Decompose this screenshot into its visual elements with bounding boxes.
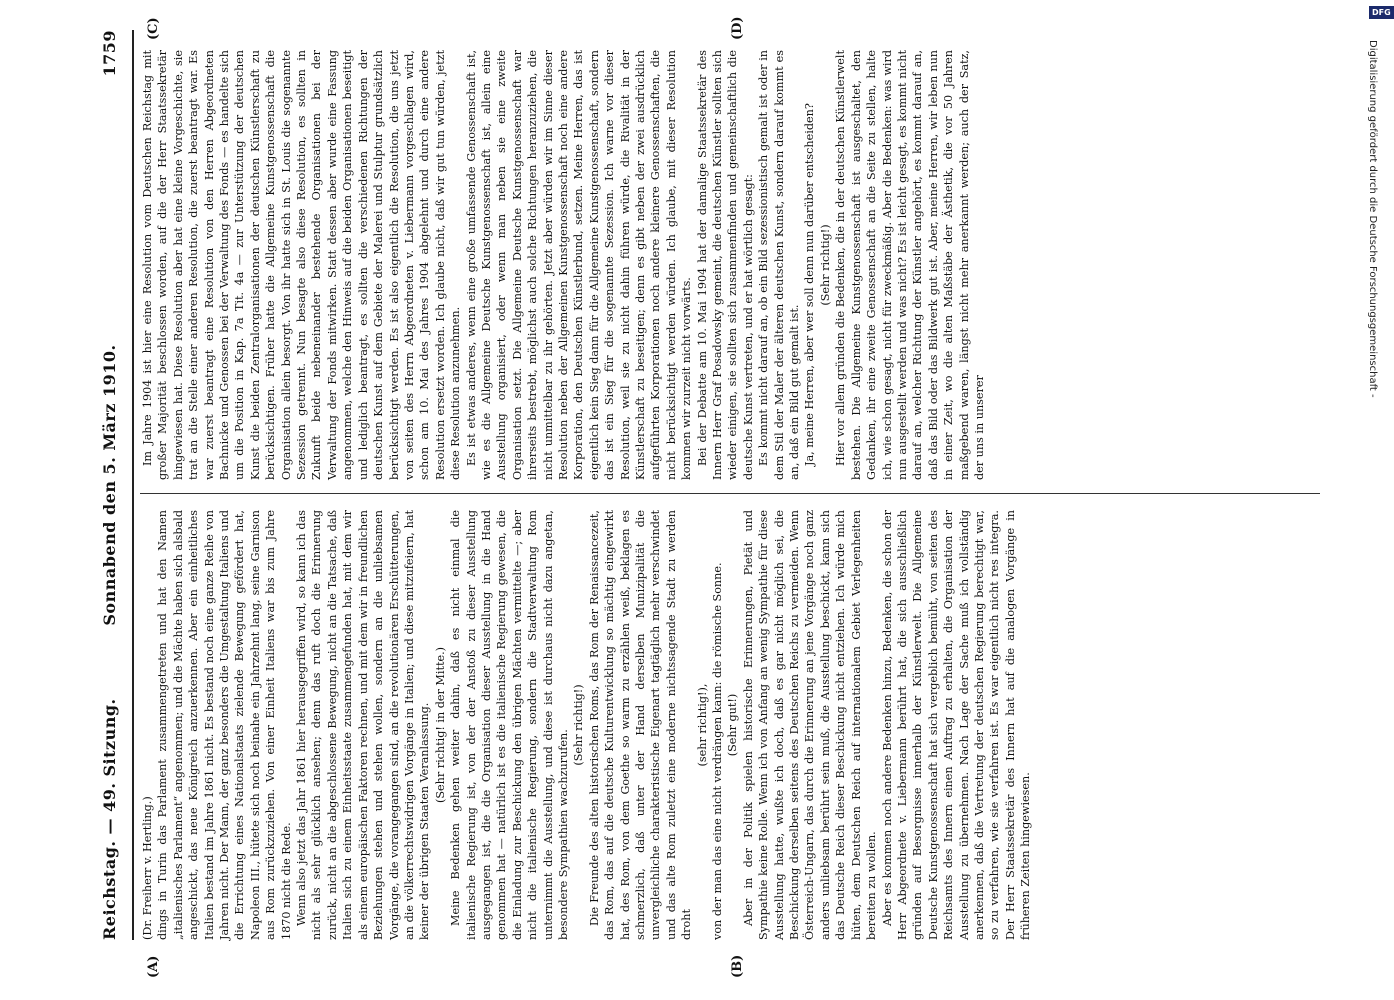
- margin-marker-a: (A): [146, 955, 161, 978]
- paragraph: (sehr richtig!),: [695, 683, 709, 767]
- paragraph: Die Freunde des alten historischen Roms, das Rom der Renaissancezeit, das Rom, das auf die deutsche Kulturentwicklung so mächtig eingewirkt hat, des Rom, von dem Goethe so warm zu erzählen weiß, beklagen es schmerzlich, daß unter der Hand derselben Munizipalität die unvergleichliche charakteristische Eigenart tagtäglich mehr verschwindet und das alte Rom zuletzt eine moderne nichtssagende Stadt zu werden droht: [587, 510, 694, 940]
- column-divider: [140, 493, 1320, 494]
- paragraph: Aber in der Politik spielen historische Erinnerungen, Pietät und Sympathie keine Rolle. Wenn ich von Anfang an wenig Sympathie für diese Ausstellung hatte, wußte ich doch, daß es gar nicht möglich sei, die Beschickung derselben seitens des Deutschen Reichs zu vermeiden. Wenn Österreich-Ungarn, das durch die Erinnerung an jene Vorgänge noch ganz anders unliebsam berührt sein muß, die Ausstellung beschickt, kann sich das Deutsche Reich dieser Beschickung nicht entziehen. Ich würde mich hüten, dem Deutschen Reich auf internationalem Gebiet Verlegenheiten bereiten zu wollen.: [741, 510, 879, 940]
- paragraph: Wenn also jetzt das Jahr 1861 hier herausgegriffen wird, so kann ich das nicht als sehr glücklich ansehen; denn das ruft doch die Erinnerung zurück, nicht an die abgeschlossene Bewegung, nicht an die Tatsache, daß Italien sich zu einem Einheitsstaate zusammengefunden hat, mit dem wir als einem europäischen Faktoren rechnen, und mit dem wir in freundlichen Beziehungen stehen und stehen wollen, sondern an die unliebsamen Vorgänge, die vorangegangen sind, an die revolutionären Erschütterungen, an die völkerrechtswidrigen Vorgänge in Italien; und diese mitzufeiern, hat keiner der übrigen Staaten Veranlassung.: [295, 510, 432, 940]
- paragraph: dings in Turin das Parlament zusammengetreten und hat den Namen „italienisches Parlament“ angenommen; und die Mächte haben sich alsbald angeschickt, das neue Königreich anzuerkennen. Aber ein einheitliches Italien bestand im Jahre 1861 nicht. Es bestand noch eine ganze Reihe von Jahren nicht. Der Mann, der ganz besonders die Umgestaltung Italiens und die Errichtung eines Nationalstaats zielende Bewegung gefördert hat, Napoleon III., hütete sich noch beinahe ein Jahrzehnt lang, seine Garnison aus Rom zurückzuziehen. Von einer Einheit Italiens war bis zum Jahre 1870 nicht die Rede.: [156, 510, 293, 940]
- header-date: Sonnabend den 5. März 1910.: [100, 344, 119, 626]
- paragraph: Es kommt nicht darauf an, ob ein Bild sezessionistisch gemalt ist oder in dem Stil der Maler der älteren deutschen Kunst, sondern darauf kommt es an, daß ein Bild gut gemalt ist.: [757, 50, 802, 480]
- header-rule: [132, 30, 134, 940]
- margin-marker-d: (D): [730, 16, 745, 40]
- paragraph: Es ist etwas anderes, wenn eine große umfassende Genossenschaft ist, wie es die Allgemeine Deutsche Kunstgenossenschaft ist, allein eine Ausstellung organisiert, oder wenn man neben sie eine zweite Organisation setzt. Die Allgemeine Deutsche Kunstgenossenschaft war ihrerseits bestrebt, möglichst auch solche Richtungen heranzuziehen, die nicht unmittelbar zu ihr gehörten. Jetzt aber würden wir im Sinne dieser Resolution neben der Allgemeinen Kunstgenossenschaft noch eine andere Korporation, den Deutschen Künstlerbund, setzen. Meine Herren, das ist eigentlich kein Sieg dann für die Allgemeine Kunstgenossenschaft, sondern das ist ein Sieg für die sogenannte Sezession. Ich warne vor dieser Resolution, weil sie zu nicht dahin führen würde, die Rivalität in der Künstlerschaft zu beseitigen; denn es gibt neben der zwei ausdrücklich aufgeführten Korporationen noch andere kleinere Genossenschaften, die nicht berücksichtigt werden würden. Ich glaube, mit dieser Resolution kommen wir zurzeit nicht vorwärts.: [464, 50, 694, 480]
- digitization-note: Digitalisierung gefördert durch die Deutsche Forschungsgemeinschaft -: [1367, 40, 1378, 398]
- paragraph: Bei der Debatte am 10. Mai 1904 hat der damalige Staatssekretär des Innern Herr Graf Posadowsky gemeint, die deutschen Künstler sollten sich wieder einigen, sie sollten sich zusammenfinden und gemeinschaftlich die deutsche Kunst vertreten, und er hat wörtlich gesagt:: [695, 50, 755, 480]
- paragraph: Aber es kommen noch andere Bedenken hinzu, Bedenken, die schon der Herr Abgeordnete v. Liebermann berührt hat, die sich ausschließlich gründen auf Besorgnisse innerhalb der Künstlerwelt. Die Allgemeine Deutsche Kunstgenossenschaft hat sich vergeblich bemüht, von seiten des Reichsamts des Innern einen Auftrag zu erhalten, die Organisation der Ausstellung zu übernehmen. Nach Lage der Sache muß ich vollständig anerkennen, daß die Vertretung der deutschen Regierung berechtigt war, so zu verfahren, wie sie verfahren ist. Es war eigentlich nicht res integra. Der Herr Staatssekretär des Innern hat auf die analogen Vorgänge in früheren Zeiten hingewiesen.: [880, 510, 1033, 940]
- document-page: [40, 0, 1360, 1000]
- paragraph: Im Jahre 1904 ist hier eine Resolution vom Deutschen Reichstag mit großer Majorität beschlossen worden, auf die der Herr Staatssekretär hingewiesen hat. Diese Resolution aber hat eine kleine Vorgeschichte, sie trat an die Stelle einer anderen Resolution, die zuerst beantragt war. Es war zuerst beantragt eine Resolution von den Herren Abgeordneten Bachnicke und Genossen bei der Verwaltung des Fonds — es handelte sich um die Position in Kap. 7a Tit. 4a — zur Unterstützung der deutschen Kunst die beiden Zentralorganisationen der deutschen Künstlerschaft zu berücksichtigen. Früher hatte die Allgemeine Kunstgenossenschaft die Organisation allein besorgt. Von ihr hatte sich in St. Louis die sogenannte Sezession getrennt. Nun besagte also diese Resolution, es sollten in Zukunft beide nebeneinander bestehende Organisationen bei der Verwaltung der Fonds mitwirken. Statt dessen aber wurde eine Fassung angenommen, welche den Hinweis auf die beiden Organisationen beseitigt und lediglich beantragt, es sollten die verschiedenen Richtungen der deutschen Kunst auf dem Gebiete der Malerei und Stulptur grundsätzlich berücksichtigt werden. Es ist also eigentlich die Resolution, die uns jetzt von seiten des Herrn Abgeordneten v. Liebermann vorgeschlagen wird, schon am 10. Mai des Jahres 1904 abgelehnt und durch eine andere Resolution ersetzt worden. Ich glaube nicht, daß wir gut tun würden, jetzt diese Resolution anzunehmen.: [141, 50, 463, 480]
- margin-marker-c: (C): [146, 17, 161, 40]
- paragraph: von der man das eine nicht verdrängen kann: die römische Sonne.: [711, 562, 725, 940]
- margin-marker-b: (B): [730, 954, 745, 978]
- left-column: [140, 510, 1320, 940]
- paragraph: (Sehr richtig!): [572, 684, 586, 766]
- header-page-number: 1759: [100, 30, 119, 77]
- paragraph: (Dr. Freiherr v. Hertling.): [141, 796, 154, 940]
- paragraph: Meine Bedenken gehen weiter dahin, daß es nicht einmal die italienische Regierung ist, von der der Anstoß zu dieser Ausstellung ausgegangen ist, die die Organisation dieser Ausstellung in die Hand genommen hat — natürlich ist es die italienische Regierung gewesen, die die Einladung zur Beschickung den übrigen Mächten vermittelte —; aber nicht die italienische Regierung, sondern die Stadtverwaltung Rom unternimmt die Ausstellung, und diese ist durchaus nicht dazu angetan, besondere Sympathien wachzurufen.: [449, 510, 570, 940]
- paragraph: Hier vor allem gründen die Bedenken, die in der deutschen Künstlerwelt bestehen. Die Allgemeine Kunstgenossenschaft ist ausgeschaltet, den Gedanken, ihr eine zweite Genossenschaft an die Seite zu stellen, halte ich, wie schon gesagt, nicht für zweckmäßig. Aber die Bedenken: was wird nun ausgestellt werden und was nicht? Es ist leicht gesagt, es kommt nicht darauf an, welcher Richtung der Künstler angehört, es kommt darauf an, daß das Bild oder das Bildwerk gut ist. Aber, meine Herren, wir leben nun in einer Zeit, wo die alten Maßstäbe der Ästhetik, die vor 50 Jahren maßgebend waren, längst nicht mehr anerkannt werden; auch der Satz, der uns in unserer: [834, 50, 986, 480]
- dfg-logo: DFG: [1369, 6, 1394, 19]
- paragraph: (Sehr richtig! in der Mitte.): [433, 646, 447, 804]
- right-column: [140, 50, 1320, 480]
- paragraph: (Sehr gut!): [726, 693, 740, 757]
- paragraph: (Sehr richtig!): [818, 224, 832, 306]
- paragraph: Ja, meine Herren, aber wer soll denn nun darüber entscheiden?: [803, 103, 817, 466]
- header-session-title: Reichstag. — 49. Sitzung.: [100, 698, 119, 940]
- page-header: [100, 30, 130, 940]
